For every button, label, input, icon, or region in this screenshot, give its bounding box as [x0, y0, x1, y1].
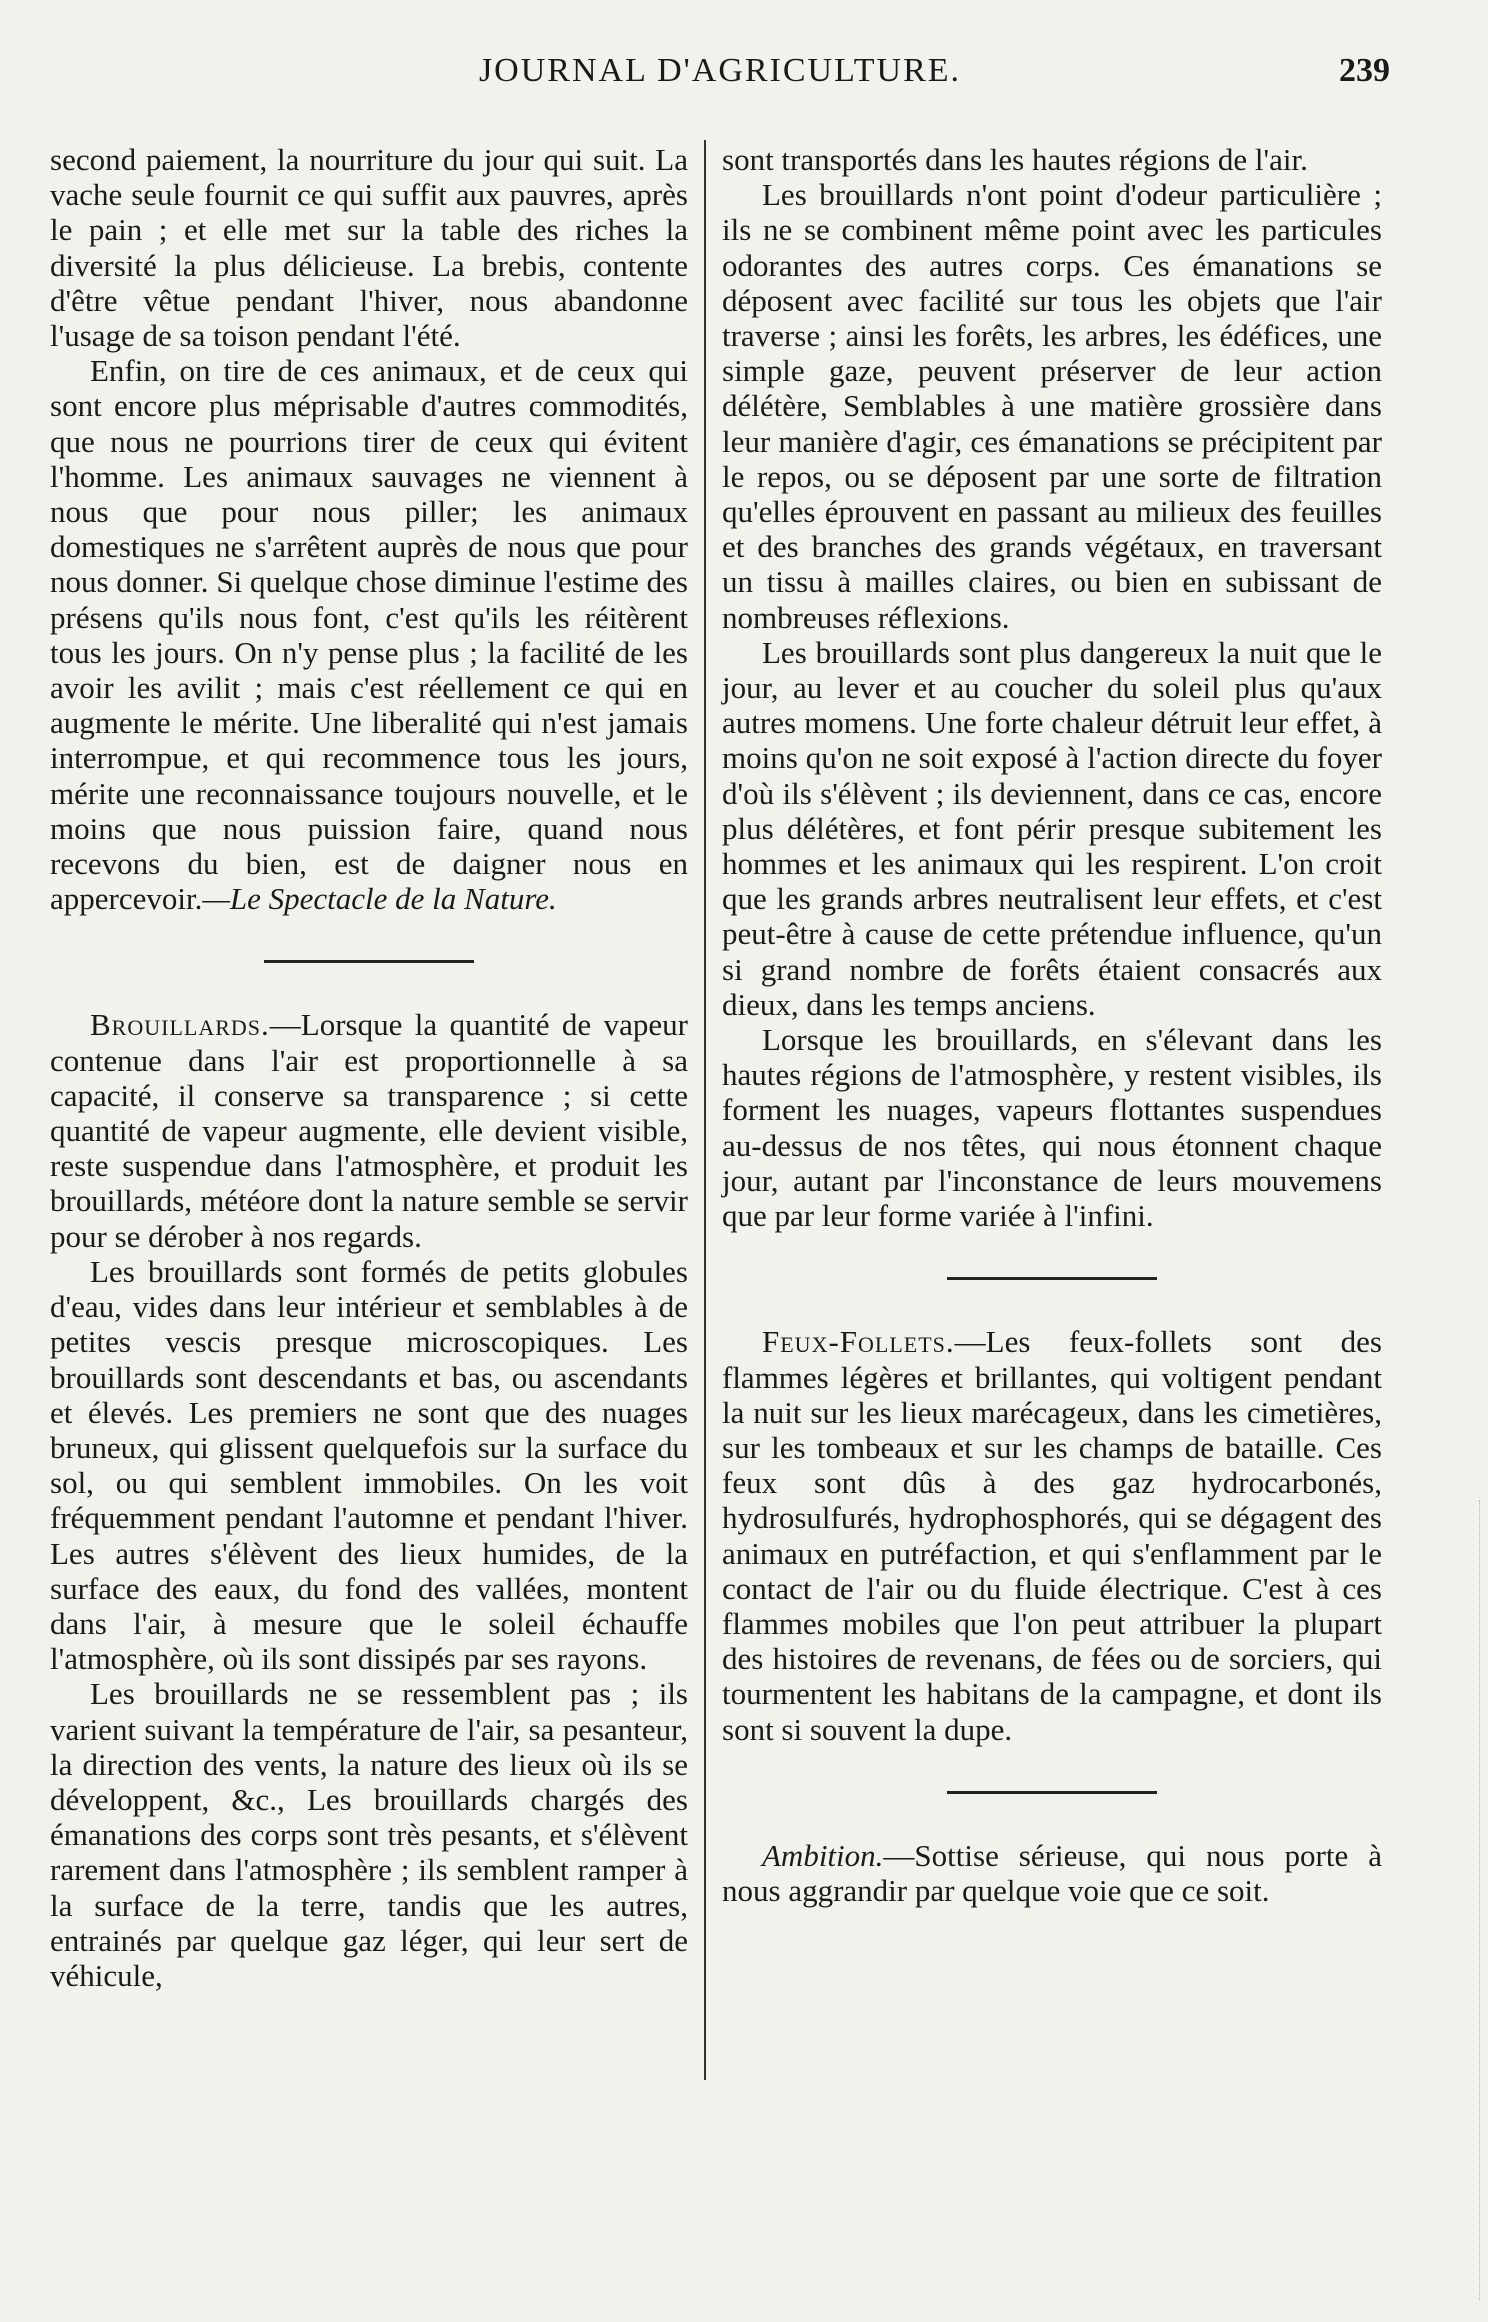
- running-title: JOURNAL D'AGRICULTURE.: [478, 52, 962, 89]
- right-column: [722, 142, 1382, 1908]
- paragraph-brouillards-variation: Les brouillards ne se ressemblent pas ; ils varient suivant la température de l'air, sa pesanteur, la direction des vents, la nature des lieux où ils se développent, &c., Les brouillards chargés des émanations des corps sont très pesants, et s'élèvent rarement dans l'atmosphère ; ils semblent ramper à la surface de la terre, tandis que les autres, entrainés par quelque gaz léger, qui leur sert de véhicule,: [50, 1676, 688, 1993]
- article-ambition-text: —Sottise sérieuse, qui nous porte à nous aggrandir par quelque voie que ce soit.: [722, 1837, 1382, 1908]
- source-citation: —Le Spectacle de la Nature.: [202, 881, 557, 917]
- article-brouillards-intro: [50, 1007, 688, 1253]
- left-column: [50, 142, 688, 1993]
- article-heading-brouillards: Brouillards.: [90, 1007, 270, 1043]
- paragraph-continued: second paiement, la nourriture du jour qui suit. La vache seule fournit ce qui suffit aux pauvres, après le pain ; et elle met sur la table des riches la diversité la plus délicieuse. La brebis, contente d'être vêtue pendant l'hiver, nous abandonne l'usage de sa toison pendant l'été.: [50, 142, 688, 354]
- column-divider: [704, 140, 706, 2080]
- section-rule: [264, 960, 474, 963]
- paragraph-brouillards-danger: Les brouillards sont plus dangereux la nuit que le jour, au lever et au coucher du soleil plus qu'aux autres momens. Une forte chaleur détruit leur effet, à moins qu'on ne soit exposé à l'action directe du foyer d'où ils s'élèvent ; ils deviennent, dans ce cas, encore plus délétères, et font périr presque subitement les hommes et les animaux qui les respirent. L'on croit que les grands arbres neutralisent leur effets, et c'est peut-être à cause de cette prétendue influence, qu'un si grand nombre de forêts étaient consacrés aux dieux, dans les temps anciens.: [722, 634, 1382, 1022]
- page-header: [50, 52, 1390, 102]
- page-number: 239: [1339, 52, 1390, 89]
- paragraph-nuages: Lorsque les brouillards, en s'élevant dans les hautes régions de l'atmosphère, y restent visibles, ils forment les nuages, vapeurs flottantes suspendues au-dessus de nos têtes, qui nous étonnent chaque jour, autant par l'inconstance de leurs mouvemens que par leur forme variée à l'infini.: [722, 1022, 1382, 1234]
- article-heading-ambition: Ambition.: [762, 1837, 884, 1873]
- article-heading-feux-follets: Feux-Follets.: [762, 1324, 955, 1360]
- paragraph-continued-right: sont transportés dans les hautes régions de l'air.: [722, 142, 1308, 177]
- article-feux-follets: [722, 1324, 1382, 1746]
- paragraph-animals: [50, 353, 688, 916]
- section-rule: [947, 1791, 1157, 1794]
- paragraph-brouillards-odeur: Les brouillards n'ont point d'odeur particulière ; ils ne se combinent même point avec les particules odorantes des autres corps. Ces émanations se déposent avec facilité sur tous les objets que l'air traverse ; ainsi les forêts, les arbres, les édéfices, une simple gaze, peuvent préserver de leur action délétère, Semblables à une matière grossière dans leur manière d'agir, ces émanations se précipitent par le repos, ou se déposent par une sorte de filtration qu'elles éprouvent en passant au milieux des feuilles et des branches des grands végétaux, en traversant un tissu à mailles claires, ou bien en subissant de nombreuses réflexions.: [722, 177, 1382, 635]
- page-edge-speckle: [1473, 1500, 1480, 2300]
- paragraph-brouillards-formation: Les brouillards sont formés de petits globules d'eau, vides dans leur intérieur et semblables à de petites vescis presque microscopiques. Les brouillards sont descendants et bas, ou ascendants et élevés. Les premiers ne sont que des nuages bruneux, qui glissent quelquefois sur la surface du sol, ou qui semblent immobiles. On les voit fréquemment pendant l'automne et pendant l'hiver. Les autres s'élèvent des lieux humides, de la surface des eaux, du fond des vallées, montent dans l'air, à mesure que le soleil échauffe l'atmosphère, où ils sont dissipés par ses rayons.: [50, 1253, 688, 1677]
- paragraph-animals-text: Enfin, on tire de ces animaux, et de ceux qui sont encore plus méprisable d'autres commodités, que nous ne pourrions tirer de ceux qui évitent l'homme. Les animaux sauvages ne viennent à nous que pour nous piller; les animaux domestiques ne s'arrêtent auprès de nous que pour nous donner. Si quelque chose diminue l'estime des présens qu'ils nous font, c'est qu'ils les réitèrent tous les jours. On n'y pense plus ; la facilité de les avoir les avilit ; mais c'est réellement ce qui en augmente le mérite. Une liberalité qui n'est jamais interrompue, et qui recommence tous les jours, mérite une reconnaissance toujours nouvelle, et le moins que nous puission faire, quand nous recevons du bien, est de daigner nous en appercevoir.: [50, 353, 688, 917]
- section-rule: [947, 1277, 1157, 1280]
- article-feux-follets-text: —Les feux-follets sont des flammes légères et brillantes, qui voltigent pendant la nuit sur les lieux marécageux, dans les cimetières, sur les tombeaux et sur les champs de bataille. Ces feux sont dûs à des gaz hydrocarbonés, hydrosulfurés, hydrophosphorés, qui se dégagent des animaux en putréfaction, et qui s'enflamment par le contact de l'air ou du fluide électrique. C'est à ces flammes mobiles que l'on peut attribuer la plupart des histoires de revenans, de fées ou de sorciers, qui tourmentent les habitans de la campagne, et dont ils sont si souvent la dupe.: [722, 1324, 1382, 1747]
- article-ambition: [722, 1838, 1382, 1908]
- article-brouillards-intro-text: —Lorsque la quantité de vapeur contenue dans l'air est proportionnelle à sa capacité, il conserve sa transparence ; si cette quantité de vapeur augmente, elle devient visible, reste suspendue dans l'atmosphère, et produit les brouillards, météore dont la nature semble se servir pour se dérober à nos regards.: [50, 1007, 688, 1254]
